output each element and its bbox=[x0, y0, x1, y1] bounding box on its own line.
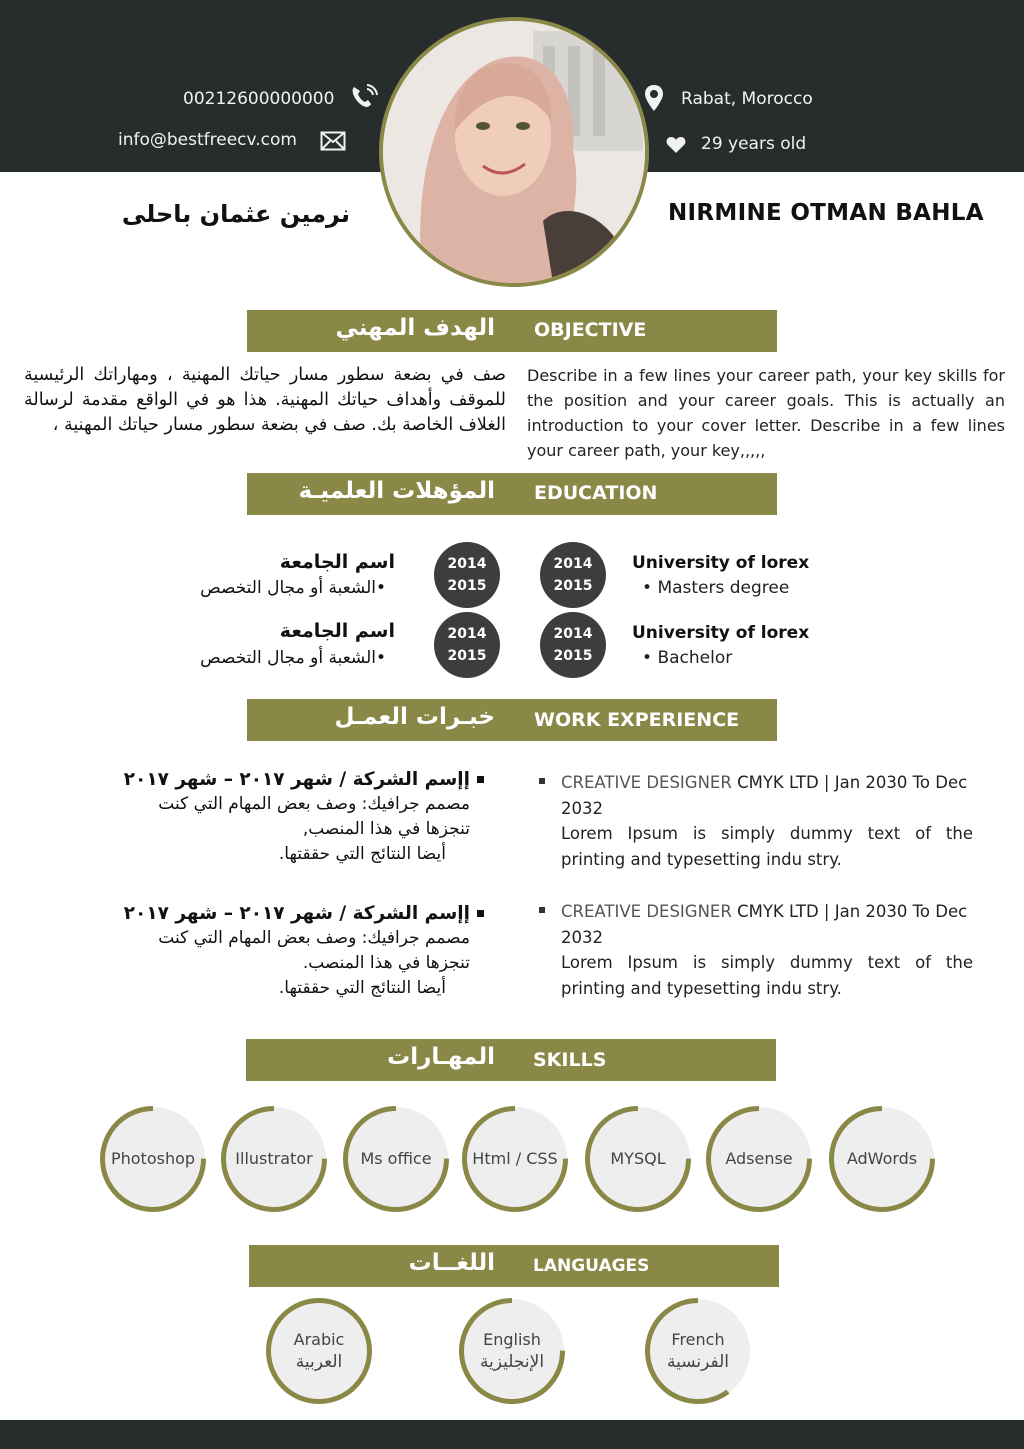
language-name-ar: العربية bbox=[295, 1352, 343, 1372]
bullet-marker bbox=[539, 778, 545, 784]
education-degree-ar: •الشعبة أو مجال التخصص bbox=[200, 578, 386, 598]
ring-label bbox=[98, 1104, 208, 1214]
skill-ring bbox=[583, 1104, 693, 1214]
language-name: French bbox=[671, 1330, 725, 1349]
ring-label bbox=[643, 1296, 753, 1406]
experience-item-ar: إإسم الشركة / شهر ٢٠١٧ – شهر ٢٠١٧ مصمم جرافيك: وصف بعض المهام التي كنت تنجزها في هذا المنصب, أيضا النتائج التي حققتها. bbox=[50, 767, 470, 867]
skills-title-ar: المهـارات bbox=[387, 1044, 495, 1070]
language-name-ar: الفرنسية bbox=[666, 1352, 730, 1372]
skill-name: Illustrator bbox=[235, 1149, 313, 1168]
footer-bar bbox=[0, 1420, 1024, 1449]
language-name: English bbox=[483, 1330, 541, 1349]
name-english: NIRMINE OTMAN BAHLA bbox=[668, 200, 984, 226]
ring-label bbox=[341, 1104, 451, 1214]
languages-title-en: LANGUAGES bbox=[533, 1256, 650, 1276]
bullet-marker bbox=[539, 907, 545, 913]
skill-name: AdWords bbox=[846, 1149, 918, 1168]
phone-text: 00212600000000 bbox=[183, 89, 335, 109]
skill-ring bbox=[827, 1104, 937, 1214]
name-arabic: نرمين عثمان باحلى bbox=[121, 200, 350, 228]
languages-title-ar: اللغــات bbox=[408, 1250, 495, 1276]
education-university: University of lorex bbox=[632, 553, 810, 573]
bullet-marker bbox=[477, 910, 484, 917]
location-pin-icon bbox=[643, 84, 665, 112]
skill-ring bbox=[219, 1104, 329, 1214]
objective-title-en: OBJECTIVE bbox=[534, 319, 647, 341]
education-university: University of lorex bbox=[632, 623, 810, 643]
experience-item-en: CREATIVE DESIGNER CMYK LTD | Jan 2030 To Dec 2032 Lorem Ipsum is simply dummy text of the printing and typesetting indu stry. bbox=[561, 899, 973, 1001]
education-degree: • Masters degree bbox=[642, 578, 790, 598]
skill-name: MYSQL bbox=[610, 1149, 666, 1168]
experience-title-en: WORK EXPERIENCE bbox=[534, 709, 740, 731]
age-text: 29 years old bbox=[701, 134, 807, 154]
email-text: info@bestfreecv.com bbox=[118, 130, 297, 150]
skill-name: Adsense bbox=[725, 1149, 793, 1168]
envelope-icon bbox=[320, 131, 346, 151]
objective-text-ar: صف في بضعة سطور مسار حياتك المهنية ، ومهاراتك الرئيسية للموقف وأهداف حياتك المهنية. هذا هو في الواقع مقدمة لرسالة الغلاف الخاصة بك. صف في بضعة سطور مسار حياتك المهنية ، bbox=[24, 365, 506, 435]
education-year-badge: 2014 2015 bbox=[434, 612, 500, 678]
education-title-en: EDUCATION bbox=[534, 482, 658, 504]
experience-item-ar: إإسم الشركة / شهر ٢٠١٧ – شهر ٢٠١٧ مصمم جرافيك: وصف بعض المهام التي كنت تنجزها في هذا المنصب. أيضا النتائج التي حققتها. bbox=[50, 901, 470, 1001]
education-year-badge: 2014 2015 bbox=[540, 612, 606, 678]
phone-icon bbox=[350, 84, 378, 110]
language-ring bbox=[643, 1296, 753, 1406]
skills-title-en: SKILLS bbox=[533, 1049, 607, 1071]
education-year-badge: 2014 2015 bbox=[540, 542, 606, 608]
bullet-marker bbox=[477, 776, 484, 783]
education-university-ar: اسم الجامعة bbox=[279, 620, 395, 642]
objective-text-en: Describe in a few lines your career path, your key skills for the position and your career goals. This is actually an introduction to your cover letter. Describe in a few lines your career path, your key,,,,, bbox=[527, 366, 1005, 460]
skill-name: Html / CSS bbox=[472, 1149, 558, 1168]
language-ring bbox=[457, 1296, 567, 1406]
ring-label bbox=[704, 1104, 814, 1214]
education-title-ar: المؤهلات العلميـة bbox=[298, 478, 495, 504]
ring-label bbox=[583, 1104, 693, 1214]
education-degree-ar: •الشعبة أو مجال التخصص bbox=[200, 648, 386, 668]
language-name: Arabic bbox=[293, 1330, 345, 1349]
language-name-ar: الإنجليزية bbox=[479, 1352, 545, 1372]
education-degree: • Bachelor bbox=[642, 648, 733, 668]
skill-name: Ms office bbox=[360, 1149, 432, 1168]
ring-label bbox=[460, 1104, 570, 1214]
skill-ring bbox=[460, 1104, 570, 1214]
ring-label bbox=[219, 1104, 329, 1214]
ring-label bbox=[827, 1104, 937, 1214]
ring-label bbox=[457, 1296, 567, 1406]
profile-photo bbox=[379, 17, 649, 287]
experience-item-en: CREATIVE DESIGNER CMYK LTD | Jan 2030 To Dec 2032 Lorem Ipsum is simply dummy text of the printing and typesetting indu stry. bbox=[561, 770, 973, 872]
skill-ring bbox=[98, 1104, 208, 1214]
skill-ring bbox=[704, 1104, 814, 1214]
skill-ring bbox=[341, 1104, 451, 1214]
ring-label bbox=[264, 1296, 374, 1406]
education-year-badge: 2014 2015 bbox=[434, 542, 500, 608]
education-university-ar: اسم الجامعة bbox=[279, 551, 395, 573]
objective-title-ar: الهدف المهني bbox=[335, 315, 495, 341]
language-ring bbox=[264, 1296, 374, 1406]
skill-name: Photoshop bbox=[110, 1149, 196, 1168]
location-text: Rabat, Morocco bbox=[681, 89, 813, 109]
experience-title-ar: خبـرات العمـل bbox=[334, 704, 495, 730]
heart-icon bbox=[666, 136, 686, 154]
